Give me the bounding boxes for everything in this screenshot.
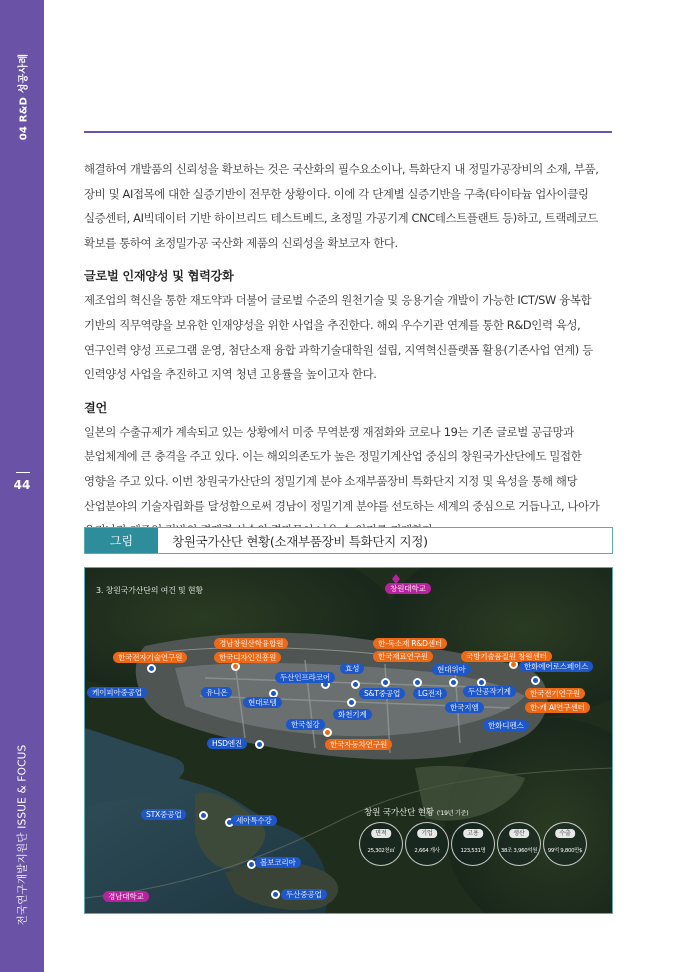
section2-paragraph: 일본의 수출규제가 계속되고 있는 상황에서 미중 무역분쟁 재점화와 코로나 19는 기존 글로벌 공급망과 분업체계에 큰 충격을 주고 있다. 이는 해외의존도가 높은 정밀기계산업 중심의 창원국가산단에도 밀접한 영향을 주고 있다. 이번 창원국가산단의 정밀기계 분야 소재부품장비 특화단지 지정 및 육성을 통해 해당 산업분야의 기술자립화를 달성함으로써 경남이 정밀기계 분야를 선도하는 세계의 중심으로 거듭나고, 나아가 xyxy=(84,424,600,513)
map-label: S&T중공업 xyxy=(359,688,405,699)
figure-caption xyxy=(84,527,613,554)
map-label: 화천기계 xyxy=(333,709,372,720)
location-marker xyxy=(231,662,240,671)
map-label: LG전자 xyxy=(413,688,447,699)
stat-export: 수출 99억 9,800만$ xyxy=(543,822,587,866)
map-label: 한국디자인진흥원 xyxy=(214,652,281,663)
location-marker xyxy=(147,664,156,673)
location-marker xyxy=(413,678,422,687)
map-label: 국방기술품질원 창원센터 xyxy=(461,651,552,662)
section1-paragraph: 제조업의 혁신을 통한 재도약과 더불어 글로벌 수준의 원천기술 및 응용기술 개발이 가능한 ICT/SW 융복합 기반의 직무역량을 보유한 인재양성을 위한 사업을 추진한다. 해외 우수기관 연계를 통한 R&D인력 육성, 연구인력 양성 프로그램 운영, 첨단소재 융합 과학기술대학원 설립, 지역혁신플랫폼 활용(기존사업 연계) 등 인력양성 사업을 추진하고 지역 청년 고용률을 높이고자 한다. xyxy=(84,293,593,382)
map-label: 한국전자기술연구원 xyxy=(113,652,187,663)
section2-heading: 결언 xyxy=(84,400,107,415)
page-number: 44 xyxy=(13,478,31,492)
university-pin-icon xyxy=(391,574,401,584)
stat-employment: 고용 123,531명 xyxy=(451,822,495,866)
article-body xyxy=(84,157,612,543)
location-marker xyxy=(351,680,360,689)
map-label: 한-캐 AI연구센터 xyxy=(525,702,590,713)
map-label: 효성 xyxy=(340,663,364,674)
map-label: 경남창원산학융합원 xyxy=(214,638,288,649)
map-label: 한화에어로스페이스 xyxy=(519,661,593,672)
map-label: 한국철강 xyxy=(286,719,325,730)
map-label: 한국지엠 xyxy=(445,702,484,713)
location-marker xyxy=(323,728,332,737)
top-rule xyxy=(84,131,612,133)
map-label: 케이피아중공업 xyxy=(87,687,147,698)
figure-title: 창원국가산단 현황(소재부품장비 특화단지 지정) xyxy=(172,533,428,549)
location-marker xyxy=(381,678,390,687)
publication-title: 전국연구개발지원단 ISSUE & FOCUS xyxy=(16,744,29,926)
page-tick xyxy=(16,472,30,473)
map-label: 세아특수강 xyxy=(231,815,277,826)
map-label: 창원대학교 xyxy=(385,583,431,594)
map-label: 현대위아 xyxy=(432,664,471,675)
map-label: 두산공작기계 xyxy=(463,686,516,697)
map-label: 한화디펜스 xyxy=(483,720,529,731)
stats-title: 창원 국가산단 현황 ('19년 기준) xyxy=(364,808,469,818)
map-label: 볼보코리아 xyxy=(255,857,301,868)
map-label: 한-독소재 R&D센터 xyxy=(373,638,447,649)
stat-companies: 기업 2,664 개사 xyxy=(405,822,449,866)
location-marker xyxy=(531,676,540,685)
map-title: 3. 창원국가산단의 여건 및 현황 xyxy=(96,586,203,595)
location-marker xyxy=(255,740,264,749)
location-marker xyxy=(271,890,280,899)
map-label: 한국재료연구원 xyxy=(373,651,433,662)
stat-area: 면적 25,302천㎡ xyxy=(359,822,403,866)
map-label: 두산인프라코어 xyxy=(275,672,335,683)
industrial-complex-map xyxy=(84,567,613,914)
location-marker xyxy=(347,698,356,707)
map-label: 한국자동차연구원 xyxy=(325,739,392,750)
map-label: HSD엔진 xyxy=(207,738,247,749)
map-label: 경남대학교 xyxy=(103,891,149,902)
map-label: 현대로템 xyxy=(243,697,282,708)
map-label: 두산중공업 xyxy=(281,889,327,900)
stat-production: 생산 38조 3,960억원 xyxy=(497,822,541,866)
intro-paragraph: 해결하여 개발품의 신뢰성을 확보하는 것은 국산화의 필수요소이나, 특화단지 내 정밀가공장비의 소재, 부품, 장비 및 AI접목에 대한 실증기반이 전무한 상황이다. 이에 각 단계별 실증기반을 구축(타이타늄 업사이클링 실증센터, AI빅데이터 기반 하이브리드 테스트베드, 초정밀 가공기계 CNC테스트플랜트 등)하고, 트랙레코드 확보를 통하여 초정밀가공 국산화 제품의 신뢰성을 확보코자 한다. xyxy=(84,162,599,250)
section-label: 04 R&D 성공사례 xyxy=(18,53,30,141)
section1-heading: 글로벌 인재양성 및 협력강화 xyxy=(84,269,234,284)
map-label: 유니온 xyxy=(201,687,232,698)
map-label: 한국전기연구원 xyxy=(525,688,585,699)
figure-label: 그림 xyxy=(85,528,158,553)
location-marker xyxy=(199,811,208,820)
sidebar xyxy=(0,0,44,972)
map-label: STX중공업 xyxy=(141,809,186,820)
location-marker xyxy=(449,678,458,687)
